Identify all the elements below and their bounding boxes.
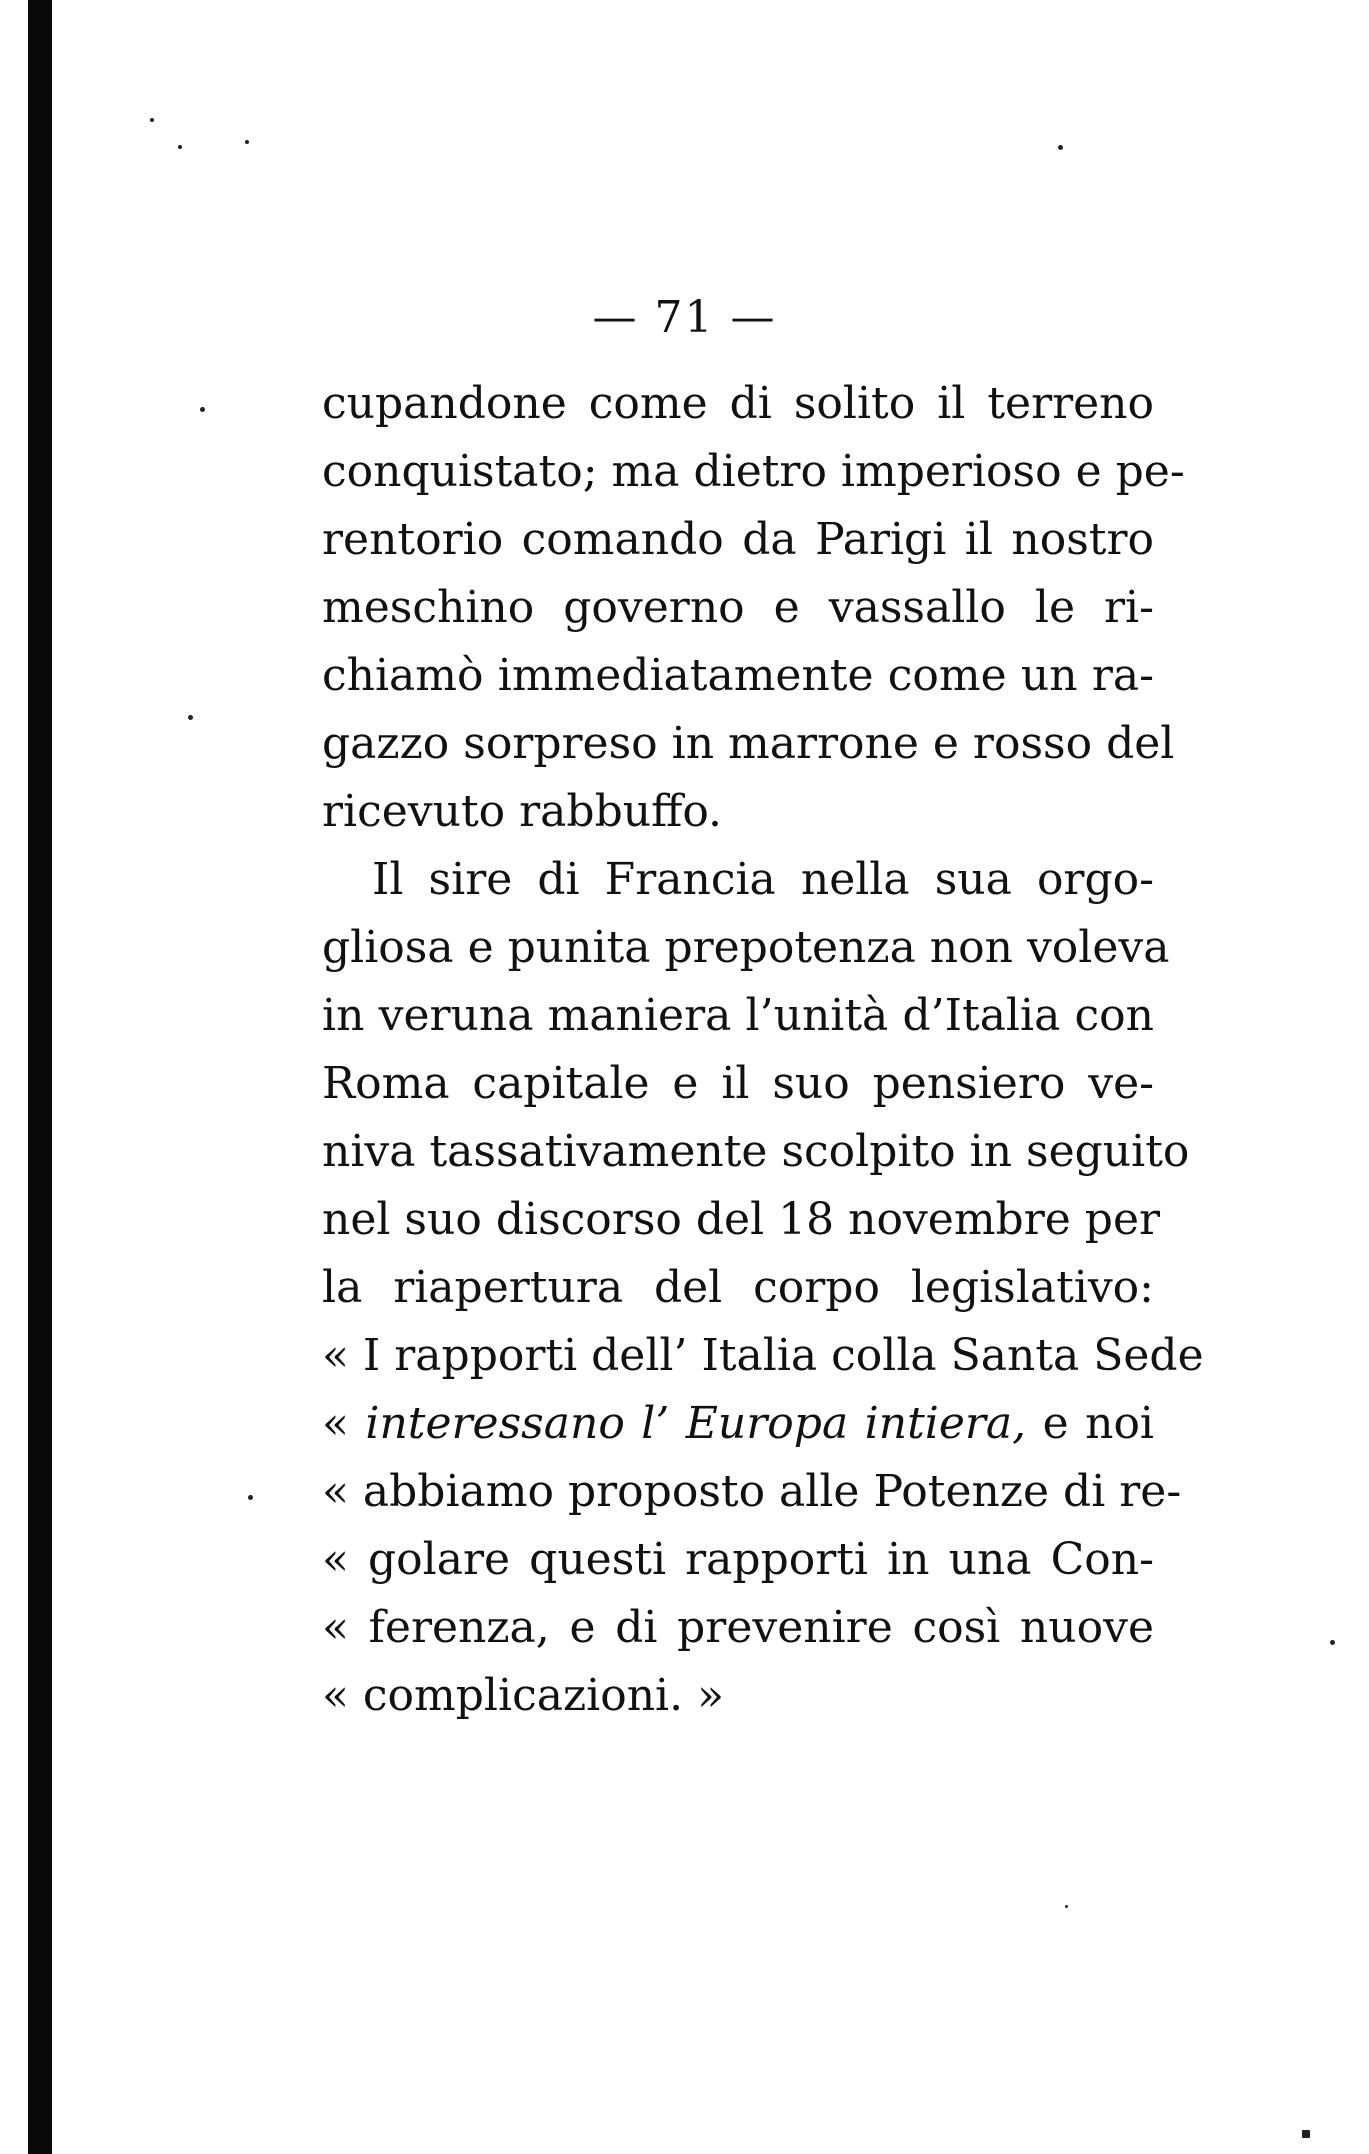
text-line: « abbiamo proposto alle Potenze di re- xyxy=(322,1466,1182,1517)
text-line: niva tassativamente scolpito in seguito xyxy=(322,1126,1190,1177)
line-suffix: e noi xyxy=(1026,1398,1155,1449)
scan-speck xyxy=(188,715,193,720)
quote-mark: « xyxy=(322,1398,366,1449)
text-line: Il sire di Francia nella sua orgo- xyxy=(372,854,1154,905)
text-line-italic xyxy=(322,1390,1154,1458)
text-line: rentorio comando da Parigi il nostro xyxy=(322,514,1154,565)
text-line: « complicazioni. » xyxy=(322,1670,724,1721)
text-line: nel suo discorso del 18 novembre per xyxy=(322,1194,1161,1245)
text-line: chiamò immediatamente come un ra- xyxy=(322,650,1154,701)
text-line: meschino governo e vassallo le ri- xyxy=(322,582,1154,633)
scan-speck xyxy=(1058,145,1063,150)
italic-phrase: interessano l’ Europa intiera, xyxy=(365,1398,1027,1449)
text-line: la riapertura del corpo legislativo: xyxy=(322,1262,1154,1313)
text-line: ricevuto rabbuffo. xyxy=(322,786,723,837)
scan-speck xyxy=(200,407,205,412)
text-line: Roma capitale e il suo pensiero ve- xyxy=(322,1058,1154,1109)
body-text xyxy=(322,370,1204,1730)
page-number: — 71 — xyxy=(592,292,777,343)
scan-speck xyxy=(1302,2130,1310,2138)
scan-speck xyxy=(245,140,249,144)
text-line: « I rapporti dell’ Italia colla Santa Sede xyxy=(322,1330,1204,1381)
text-line: cupandone come di solito il terreno xyxy=(322,378,1154,429)
scan-speck xyxy=(178,145,182,149)
scan-speck xyxy=(150,118,154,122)
text-line: « golare questi rapporti in una Con- xyxy=(322,1534,1154,1585)
scan-speck xyxy=(1065,1905,1068,1908)
text-line: « ferenza, e di prevenire così nuove xyxy=(322,1602,1154,1653)
text-line: conquistato; ma dietro imperioso e pe- xyxy=(322,446,1185,497)
text-line: in veruna maniera l’unità d’Italia con xyxy=(322,990,1154,1041)
scan-speck xyxy=(1330,1640,1335,1645)
text-line: gliosa e punita prepotenza non voleva xyxy=(322,922,1170,973)
text-line: gazzo sorpreso in marrone e rosso del xyxy=(322,718,1175,769)
scan-speck xyxy=(248,1495,253,1500)
